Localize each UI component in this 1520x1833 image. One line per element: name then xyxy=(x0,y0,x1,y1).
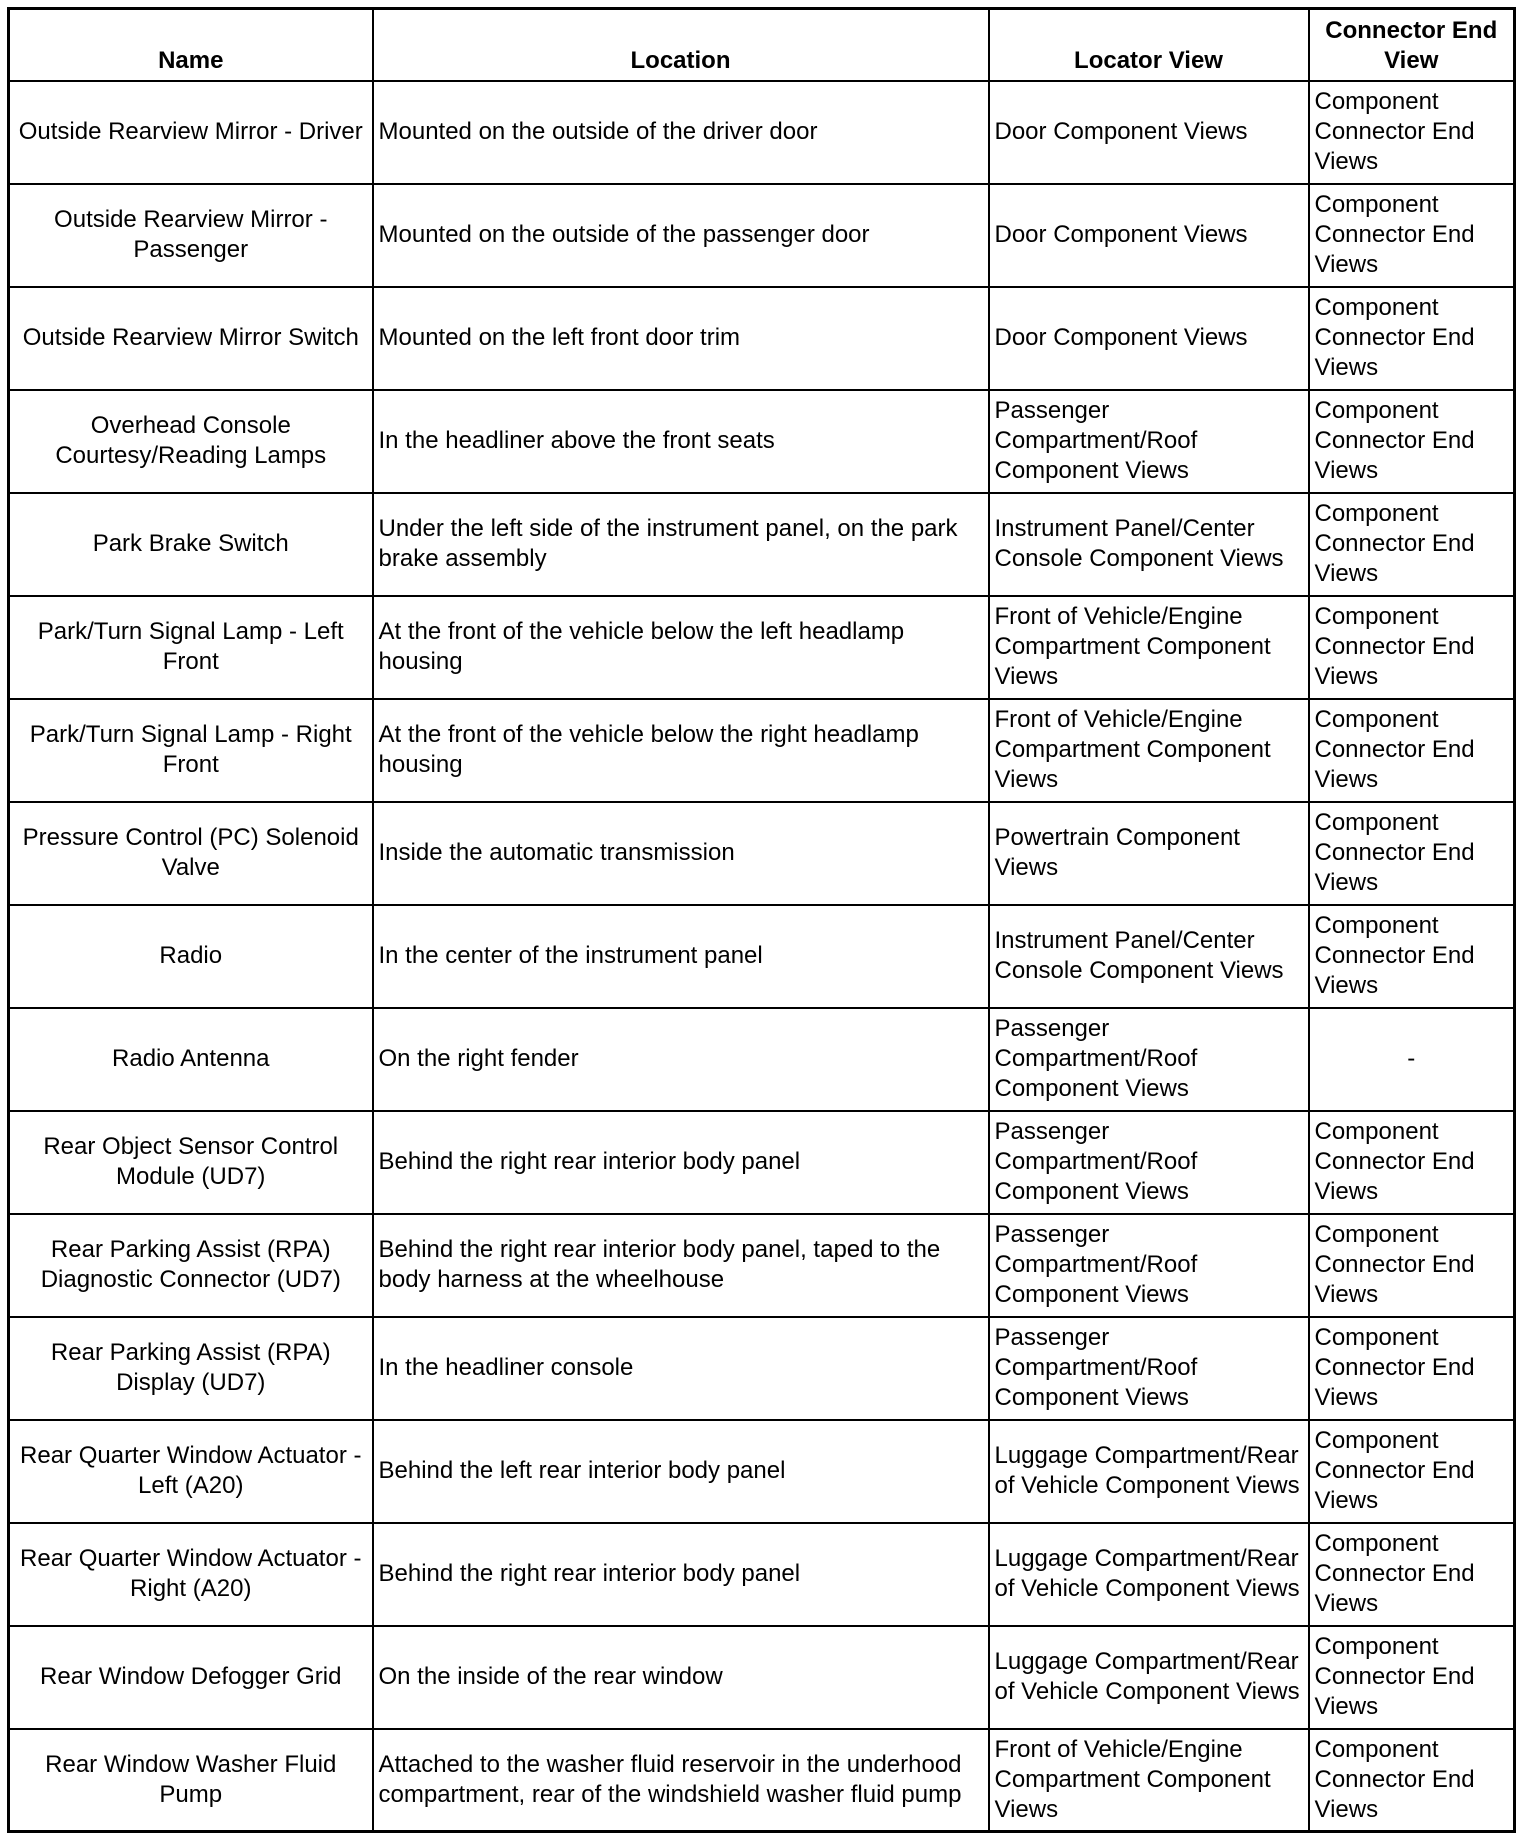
cell-connector-end-view: Component Connector End Views xyxy=(1309,1626,1515,1729)
cell-name: Rear Quarter Window Actuator - Right (A20) xyxy=(9,1523,373,1626)
cell-connector-end-view: Component Connector End Views xyxy=(1309,390,1515,493)
cell-connector-end-view: Component Connector End Views xyxy=(1309,1729,1515,1832)
table-row xyxy=(9,1626,1515,1729)
table-row xyxy=(9,1317,1515,1420)
cell-locator-view: Instrument Panel/Center Console Component Views xyxy=(989,493,1309,596)
table-row xyxy=(9,905,1515,1008)
cell-location: On the right fender xyxy=(373,1008,989,1111)
table-row xyxy=(9,493,1515,596)
cell-location: Behind the right rear interior body panel xyxy=(373,1111,989,1214)
table-header xyxy=(9,9,1515,81)
cell-location: Behind the right rear interior body panel, taped to the body harness at the wheelhouse xyxy=(373,1214,989,1317)
cell-connector-end-view: Component Connector End Views xyxy=(1309,81,1515,184)
table-row xyxy=(9,699,1515,802)
table-body xyxy=(9,81,1515,1832)
cell-name: Outside Rearview Mirror Switch xyxy=(9,287,373,390)
cell-location: Attached to the washer fluid reservoir in the underhood compartment, rear of the windshield washer fluid pump xyxy=(373,1729,989,1832)
cell-name: Park Brake Switch xyxy=(9,493,373,596)
cell-connector-end-view: Component Connector End Views xyxy=(1309,596,1515,699)
column-header-name: Name xyxy=(9,9,373,81)
cell-locator-view: Front of Vehicle/Engine Compartment Component Views xyxy=(989,699,1309,802)
cell-location: Mounted on the outside of the passenger door xyxy=(373,184,989,287)
cell-locator-view: Passenger Compartment/Roof Component Views xyxy=(989,1317,1309,1420)
cell-connector-end-view: Component Connector End Views xyxy=(1309,802,1515,905)
table-row xyxy=(9,802,1515,905)
cell-name: Radio xyxy=(9,905,373,1008)
cell-name: Outside Rearview Mirror - Passenger xyxy=(9,184,373,287)
cell-name: Radio Antenna xyxy=(9,1008,373,1111)
cell-location: Under the left side of the instrument panel, on the park brake assembly xyxy=(373,493,989,596)
cell-locator-view: Instrument Panel/Center Console Component Views xyxy=(989,905,1309,1008)
cell-location: In the headliner console xyxy=(373,1317,989,1420)
cell-locator-view: Luggage Compartment/Rear of Vehicle Component Views xyxy=(989,1523,1309,1626)
column-header-connector-end-view: Connector End View xyxy=(1309,9,1515,81)
cell-locator-view: Luggage Compartment/Rear of Vehicle Component Views xyxy=(989,1420,1309,1523)
table-row xyxy=(9,184,1515,287)
cell-name: Park/Turn Signal Lamp - Left Front xyxy=(9,596,373,699)
cell-locator-view: Passenger Compartment/Roof Component Views xyxy=(989,390,1309,493)
cell-location: Behind the left rear interior body panel xyxy=(373,1420,989,1523)
cell-location: Behind the right rear interior body panel xyxy=(373,1523,989,1626)
cell-name: Pressure Control (PC) Solenoid Valve xyxy=(9,802,373,905)
cell-location: Inside the automatic transmission xyxy=(373,802,989,905)
component-locator-table xyxy=(7,7,1516,1833)
cell-location: In the headliner above the front seats xyxy=(373,390,989,493)
cell-connector-end-view: Component Connector End Views xyxy=(1309,493,1515,596)
header-row xyxy=(9,9,1515,81)
table-row xyxy=(9,1729,1515,1832)
cell-location: Mounted on the left front door trim xyxy=(373,287,989,390)
cell-locator-view: Passenger Compartment/Roof Component Views xyxy=(989,1111,1309,1214)
cell-connector-end-view: Component Connector End Views xyxy=(1309,1111,1515,1214)
column-header-locator-view: Locator View xyxy=(989,9,1309,81)
cell-locator-view: Passenger Compartment/Roof Component Views xyxy=(989,1214,1309,1317)
cell-locator-view: Passenger Compartment/Roof Component Views xyxy=(989,1008,1309,1111)
table-row xyxy=(9,1420,1515,1523)
cell-connector-end-view: Component Connector End Views xyxy=(1309,1523,1515,1626)
cell-connector-end-view: Component Connector End Views xyxy=(1309,184,1515,287)
cell-location: At the front of the vehicle below the right headlamp housing xyxy=(373,699,989,802)
cell-location: At the front of the vehicle below the left headlamp housing xyxy=(373,596,989,699)
cell-connector-end-view: Component Connector End Views xyxy=(1309,1214,1515,1317)
cell-name: Rear Object Sensor Control Module (UD7) xyxy=(9,1111,373,1214)
cell-name: Park/Turn Signal Lamp - Right Front xyxy=(9,699,373,802)
cell-location: In the center of the instrument panel xyxy=(373,905,989,1008)
cell-connector-end-view: Component Connector End Views xyxy=(1309,1420,1515,1523)
column-header-location: Location xyxy=(373,9,989,81)
table-row xyxy=(9,1008,1515,1111)
cell-name: Outside Rearview Mirror - Driver xyxy=(9,81,373,184)
cell-name: Rear Quarter Window Actuator - Left (A20) xyxy=(9,1420,373,1523)
cell-locator-view: Front of Vehicle/Engine Compartment Component Views xyxy=(989,596,1309,699)
cell-name: Rear Parking Assist (RPA) Display (UD7) xyxy=(9,1317,373,1420)
cell-name: Rear Parking Assist (RPA) Diagnostic Connector (UD7) xyxy=(9,1214,373,1317)
cell-locator-view: Front of Vehicle/Engine Compartment Component Views xyxy=(989,1729,1309,1832)
cell-connector-end-view: - xyxy=(1309,1008,1515,1111)
cell-location: On the inside of the rear window xyxy=(373,1626,989,1729)
table-row xyxy=(9,81,1515,184)
cell-locator-view: Powertrain Component Views xyxy=(989,802,1309,905)
cell-locator-view: Door Component Views xyxy=(989,81,1309,184)
table-row xyxy=(9,1111,1515,1214)
cell-location: Mounted on the outside of the driver door xyxy=(373,81,989,184)
table-row xyxy=(9,390,1515,493)
table-row xyxy=(9,287,1515,390)
cell-connector-end-view: Component Connector End Views xyxy=(1309,1317,1515,1420)
table-row xyxy=(9,1214,1515,1317)
cell-locator-view: Door Component Views xyxy=(989,287,1309,390)
cell-name: Rear Window Defogger Grid xyxy=(9,1626,373,1729)
cell-locator-view: Luggage Compartment/Rear of Vehicle Component Views xyxy=(989,1626,1309,1729)
table-row xyxy=(9,1523,1515,1626)
table-row xyxy=(9,596,1515,699)
cell-name: Rear Window Washer Fluid Pump xyxy=(9,1729,373,1832)
cell-locator-view: Door Component Views xyxy=(989,184,1309,287)
cell-connector-end-view: Component Connector End Views xyxy=(1309,287,1515,390)
cell-name: Overhead Console Courtesy/Reading Lamps xyxy=(9,390,373,493)
cell-connector-end-view: Component Connector End Views xyxy=(1309,905,1515,1008)
cell-connector-end-view: Component Connector End Views xyxy=(1309,699,1515,802)
